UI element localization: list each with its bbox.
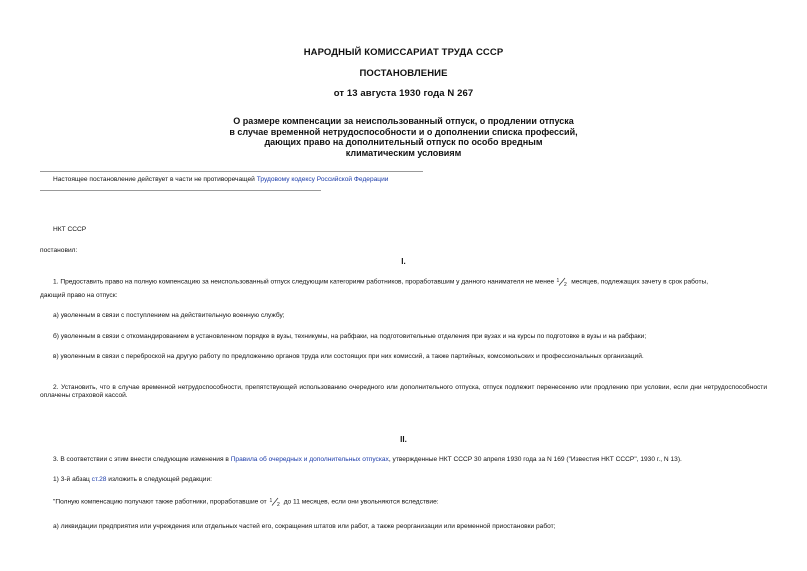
subject-line: О размере компенсации за неиспользованный отпуск, о продлении отпуска: [233, 116, 574, 126]
issuer-name: НКТ СССР: [53, 226, 87, 233]
paragraph-4-end: изложить в следующей редакции:: [106, 476, 212, 483]
subject-line: в случае временной нетрудоспособности и о дополнении списка профессий,: [229, 126, 578, 137]
paragraph-3-start: 3. В соответствии с этим внести следующие изменения в: [53, 456, 231, 463]
quote-paragraph: [53, 497, 439, 506]
list-item-a: а) уволенным в связи с поступлением на действительную военную службу;: [53, 312, 285, 319]
paragraph-1: [53, 277, 708, 286]
note-bottom-rule: [40, 190, 321, 191]
subject-line: климатическим условиям: [345, 147, 462, 158]
list-item-c: в) уволенным в связи с переброской на другую работу по предложению органов труда или состоящих при них комиссий, а также партийных, комсомольских и профессиональных организаций.: [53, 353, 644, 360]
section-1-title: I.: [401, 257, 406, 266]
paragraph-3-end: , утвержденные НКТ СССР 30 апреля 1930 года за N 169 ("Известия НКТ СССР", 1930 г., N 13).: [388, 456, 682, 463]
decided-label: постановил:: [40, 247, 78, 254]
organization-title: НАРОДНЫЙ КОМИССАРИАТ ТРУДА СССР: [303, 47, 504, 58]
svg-text:1: 1: [556, 278, 560, 284]
article-28-link[interactable]: ст.28: [91, 476, 107, 483]
document-type: ПОСТАНОВЛЕНИЕ: [359, 68, 448, 79]
section-2-title: II.: [400, 435, 407, 444]
paragraph-2-text: 2. Установить, что в случае временной нетрудоспособности, препятствующей использованию очередного или дополнительного отпуска, отпуск подлежит перенесению или продлению при условии, если дни нетрудоспособности оплачены страховой кассой.: [40, 384, 767, 399]
svg-text:2: 2: [276, 501, 280, 506]
paragraph-3: [53, 456, 682, 464]
paragraph-1-end: месяцев, подлежащих зачету в срок работы,: [571, 278, 709, 286]
paragraph-4-start: 1) 3-й абзац: [53, 476, 92, 483]
fraction-one-half-icon: [269, 497, 282, 506]
paragraph-4: [53, 476, 212, 484]
paragraph-2: [40, 384, 767, 400]
labor-code-link[interactable]: Трудовому кодексу Российской Федерации: [256, 176, 389, 183]
svg-text:2: 2: [564, 281, 567, 286]
list-item-a-2: а) ликвидации предприятия или учреждения или отдельных частей его, сокращения штатов или работ, а также реорганизации или временной приостановки работ;: [53, 523, 556, 530]
note-text-prefix: Настоящее постановление действует в части не противоречащей: [53, 176, 257, 183]
document-date: от 13 августа 1930 года N 267: [333, 88, 474, 99]
quote-start: "Полную компенсацию получают также работники, проработавшие от: [53, 498, 267, 506]
quote-end: до 11 месяцев, если они увольняются вследствие:: [283, 498, 439, 506]
paragraph-1-start: 1. Предоставить право на полную компенсацию за неиспользованный отпуск следующим категориям работников, проработавшим у данного нанимателя не менее: [53, 278, 555, 286]
vacation-rules-link[interactable]: Правила об очередных и дополнительных отпусках: [230, 456, 389, 463]
svg-text:1: 1: [269, 498, 272, 504]
list-item-b: б) уволенным в связи с откомандированием в установленном порядке в вузы, техникумы, на рабфаки, на подготовительные отделения при вузах и на курсы по подготовке в вузы и на рабфаки;: [53, 333, 647, 340]
subject-line: дающих право на дополнительный отпуск по особо вредным: [264, 137, 543, 147]
document-subject: [0, 116, 807, 158]
note-top-rule: [40, 171, 423, 172]
note-text: [53, 176, 388, 184]
fraction-one-half-icon: [556, 277, 569, 286]
paragraph-1-line-2: дающий право на отпуск:: [40, 292, 118, 299]
